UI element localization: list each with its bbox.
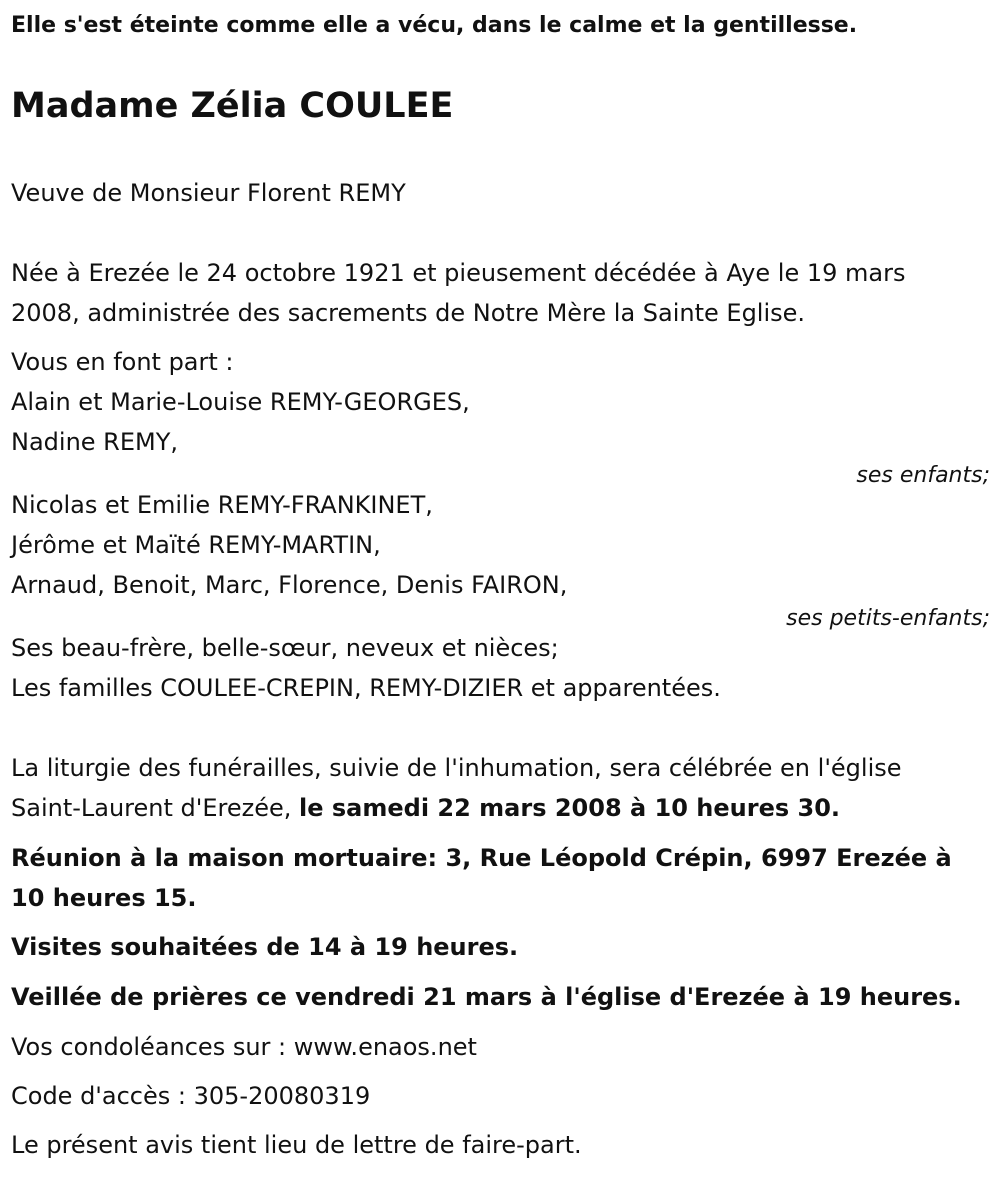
birth-death-line: 2008, administrée des sacrements de Notre Mère la Sainte Eglise.: [11, 299, 806, 327]
children-section: [11, 342, 990, 490]
meeting-paragraph: [11, 838, 990, 918]
widow-of: Veuve de Monsieur Florent REMY: [11, 179, 406, 207]
liturgy-paragraph: [11, 748, 990, 828]
child-entry: Alain et Marie-Louise REMY-GEORGES,: [11, 388, 470, 416]
liturgy-line: [11, 788, 990, 828]
access-code: Code d'accès : 305-20080319: [11, 1082, 371, 1110]
meeting-line: 10 heures 15.: [11, 884, 197, 912]
visits: Visites souhaitées de 14 à 19 heures.: [11, 933, 519, 961]
grandchild-entry: Nicolas et Emilie REMY-FRANKINET,: [11, 491, 433, 519]
announce-intro: Vous en font part :: [11, 348, 234, 376]
liturgy-place: Saint-Laurent d'Erezée,: [11, 794, 300, 822]
vigil: Veillée de prières ce vendredi 21 mars à l'église d'Erezée à 19 heures.: [11, 983, 962, 1011]
relatives-entry: Ses beau-frère, belle-sœur, neveux et nièces;: [11, 634, 559, 662]
condolences: Vos condoléances sur : www.enaos.net: [11, 1033, 477, 1061]
child-entry: Nadine REMY,: [11, 428, 179, 456]
grandchildren-section: [11, 485, 990, 633]
liturgy-date: le samedi 22 mars 2008 à 10 heures 30.: [299, 794, 841, 822]
relatives-entry: Les familles COULEE-CREPIN, REMY-DIZIER et apparentées.: [11, 674, 721, 702]
birth-death-paragraph: [11, 253, 990, 333]
liturgy-line: La liturgie des funérailles, suivie de l'inhumation, sera célébrée en l'église: [11, 754, 902, 782]
meeting-line: Réunion à la maison mortuaire: 3, Rue Léopold Crépin, 6997 Erezée à: [11, 844, 952, 872]
grandchild-entry: Jérôme et Maïté REMY-MARTIN,: [11, 531, 381, 559]
epigraph: Elle s'est éteinte comme elle a vécu, dans le calme et la gentillesse.: [11, 13, 858, 38]
relatives-section: [11, 628, 990, 708]
birth-death-line: Née à Erezée le 24 octobre 1921 et pieusement décédée à Aye le 19 mars: [11, 259, 906, 287]
grandchild-entry: Arnaud, Benoit, Marc, Florence, Denis FAIRON,: [11, 571, 568, 599]
closing-note: Le présent avis tient lieu de lettre de faire-part.: [11, 1131, 582, 1159]
deceased-name: Madame Zélia COULEE: [11, 86, 454, 126]
children-role: ses enfants;: [856, 463, 990, 488]
grandchildren-role: ses petits-enfants;: [786, 606, 990, 631]
